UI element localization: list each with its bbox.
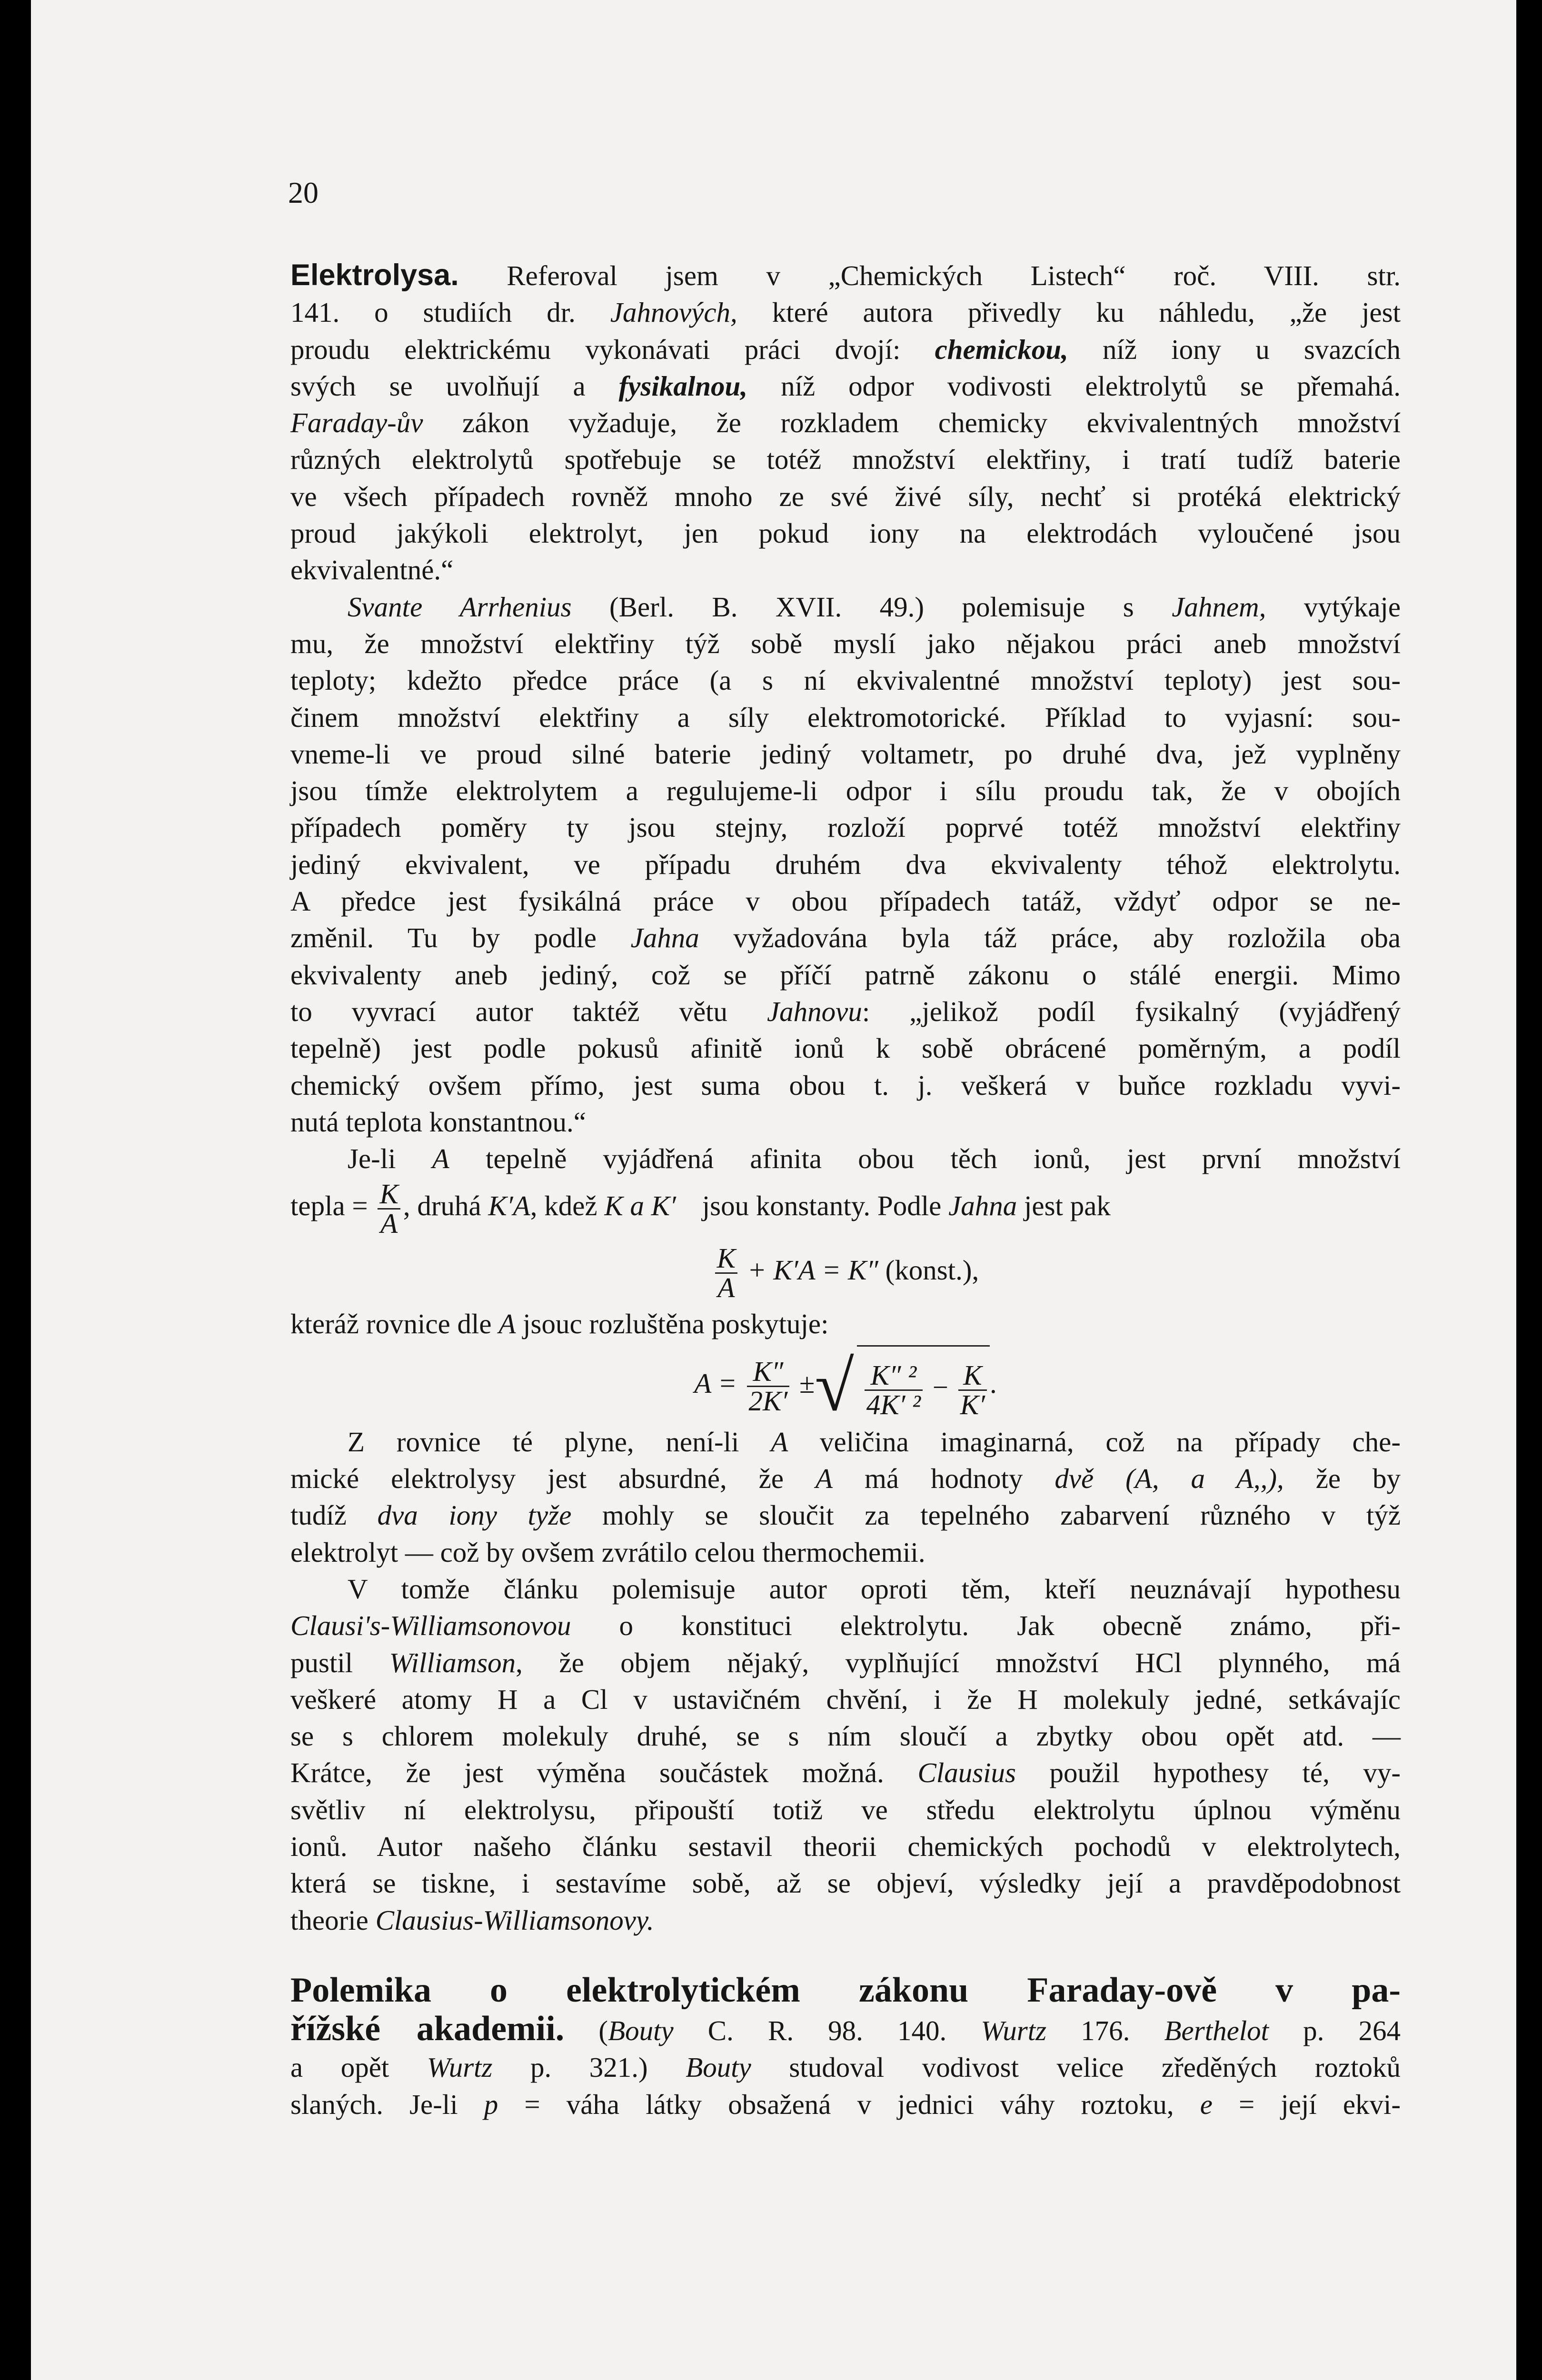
text-line: ekvivalentné.“: [290, 554, 454, 586]
text-line: Clausi's-Williamsonovou o konstituci elektrolytu. Jak obecně známo, při-: [290, 1610, 1401, 1642]
text-line: kteráž rovnice dle A jsouc rozluštěna poskytuje:: [290, 1308, 829, 1340]
fraction: $\frac{K}{A}$: [378, 1180, 400, 1238]
text-line: Je-li A tepelně vyjádřená afinita obou těch ionů, jest první množství: [348, 1143, 1401, 1175]
section-heading: Polemika o elektrolytickém zákonu Faraday-ově v pa-: [290, 1970, 1401, 2010]
text-line: [290, 1972, 1401, 2011]
text-line: Faraday-ův zákon vyžaduje, že rozkladem chemicky ekvivalentných množství: [290, 407, 1401, 439]
text-line: nutá teplota konstantnou.“: [290, 1106, 586, 1138]
text-line: V tomže článku polemisuje autor oproti těm, kteří neuznávají hypothesu: [348, 1573, 1401, 1605]
page-number: 20: [288, 176, 318, 209]
text-line: ve všech případech rovněž mnoho ze své živé síly, nechť si protéká elektrický: [290, 480, 1401, 512]
text-line: světliv ní elektrolysu, připouští totiž ve středu elektrolytu úplnou výměnu: [290, 1794, 1401, 1825]
text-line: jediný ekvivalent, ve případu druhém dva ekvivalenty téhož elektrolytu.: [290, 848, 1401, 880]
text-line: elektrolyt — což by ovšem zvrátilo celou thermochemii.: [290, 1536, 925, 1568]
text-line: pustil Williamson, že objem nějaký, vyplňující množství HCl plynného, má: [290, 1646, 1401, 1678]
text-line: slaných. Je-li p = váha látky obsažená v jednici váhy roztoku, e = její ekvi-: [290, 2088, 1401, 2120]
text-line: tudíž dva iony tyže mohly se sloučit za tepelného zabarvení různého v týž: [290, 1499, 1401, 1531]
text-line: ekvivalenty aneb jediný, což se příčí patrně zákonu o stálé energii. Mimo: [290, 959, 1401, 991]
text-line: se s chlorem molekuly druhé, se s ním sloučí a zbytky obou opět atd. —: [290, 1720, 1401, 1752]
text-line: Svante Arrhenius (Berl. B. XVII. 49.) polemisuje s Jahnem, vytýkaje: [348, 591, 1401, 623]
text-line: změnil. Tu by podle Jahna vyžadována byla táž práce, aby rozložila oba: [290, 922, 1401, 954]
text-line: řížské akademii. (Bouty C. R. 98. 140. Wurtz 176. Berthelot p. 264: [290, 2009, 1401, 2049]
page-body: [290, 257, 1401, 2123]
text-line: případech poměry ty jsou stejny, rozloží poprvé totéž množství elektřiny: [290, 812, 1401, 843]
text-line: ionů. Autor našeho článku sestavil theorii chemických pochodů v elektrolytech,: [290, 1830, 1401, 1862]
text-line: Krátce, že jest výměna součástek možná. Clausius použil hypothesy té, vy-: [290, 1757, 1401, 1789]
text-line: Z rovnice té plyne, není-li A veličina imaginarná, což na případy che-: [348, 1426, 1401, 1458]
text-line: Elektrolysa. Referoval jsem v „Chemických Listech“ roč. VIII. str.: [290, 258, 1401, 292]
text-line: která se tiskne, i sestavíme sobě, až se objeví, výsledky její a pravděpodobnost: [290, 1867, 1401, 1899]
text-line: jsou tímže elektrolytem a regulujeme-li odpor i sílu proudu tak, že v obojích: [290, 775, 1401, 807]
text-line: a opět Wurtz p. 321.) Bouty studoval vodivost velice zředěných roztoků: [290, 2052, 1401, 2083]
text-line: 141. o studiích dr. Jahnových, které autora přivedly ku náhledu, „že jest: [290, 297, 1401, 328]
section-heading: Elektrolysa.: [290, 258, 459, 292]
text-line: tepla = $\frac{K}{A}$ , druhá K′A, kdež K a K′ jsou konstanty. Podle Jahna jest pak: [290, 1178, 1111, 1240]
text-line: mické elektrolysy jest absurdné, že A má hodnoty dvě (A, a A,,), že by: [290, 1463, 1401, 1495]
text-line: tepelně) jest podle pokusů afinitě ionů k sobě obrácené poměrným, a podíl: [290, 1032, 1401, 1064]
text-line: teploty; kdežto předce práce (a s ní ekvivalentné množství teploty) jest sou-: [290, 664, 1401, 696]
equation-2: A = $\frac{K''}{2K'}$ ±√ $\frac{\text{K″ ²}}{\text{4K′ ²}}$ − $\frac{K}{K'}$ .: [290, 1343, 1401, 1424]
text-line: vneme-li ve proud silné baterie jediný voltametr, po druhé dva, jež vyplněny: [290, 738, 1401, 770]
equation-1: $\frac{K}{A}$ + K′A = K″ (konst.),: [290, 1234, 1401, 1306]
text-line: činem množství elektřiny a síly elektromotorické. Příklad to vyjasní: sou-: [290, 701, 1401, 733]
text-line: veškeré atomy H a Cl v ustavičném chvění, i že H molekuly jedné, setkávajíc: [290, 1683, 1401, 1715]
text-line: různých elektrolytů spotřebuje se totéž množství elektřiny, i tratí tudíž baterie: [290, 444, 1401, 476]
text-line: mu, že množství elektřiny týž sobě myslí jako nějakou práci aneb množství: [290, 627, 1401, 659]
scanned-page: [31, 0, 1516, 2380]
text-line: chemický ovšem přímo, jest suma obou t. j. veškerá v buňce rozkladu vyvi-: [290, 1069, 1401, 1101]
text-line: to vyvrací autor taktéž větu Jahnovu: „jelikož podíl fysikalný (vyjádřený: [290, 995, 1401, 1027]
text-line: proud jakýkoli elektrolyt, jen pokud iony na elektrodách vyloučené jsou: [290, 517, 1401, 549]
text-line: theorie Clausius-Williamsonovy.: [290, 1904, 654, 1936]
text-line: A předce jest fysikálná práce v obou případech tatáž, vždyť odpor se ne-: [290, 885, 1401, 917]
text-line: svých se uvolňují a fysikalnou, níž odpor vodivosti elektrolytů se přemahá.: [290, 370, 1401, 402]
text-line: proudu elektrickému vykonávati práci dvojí: chemickou, níž iony u svazcích: [290, 333, 1401, 365]
